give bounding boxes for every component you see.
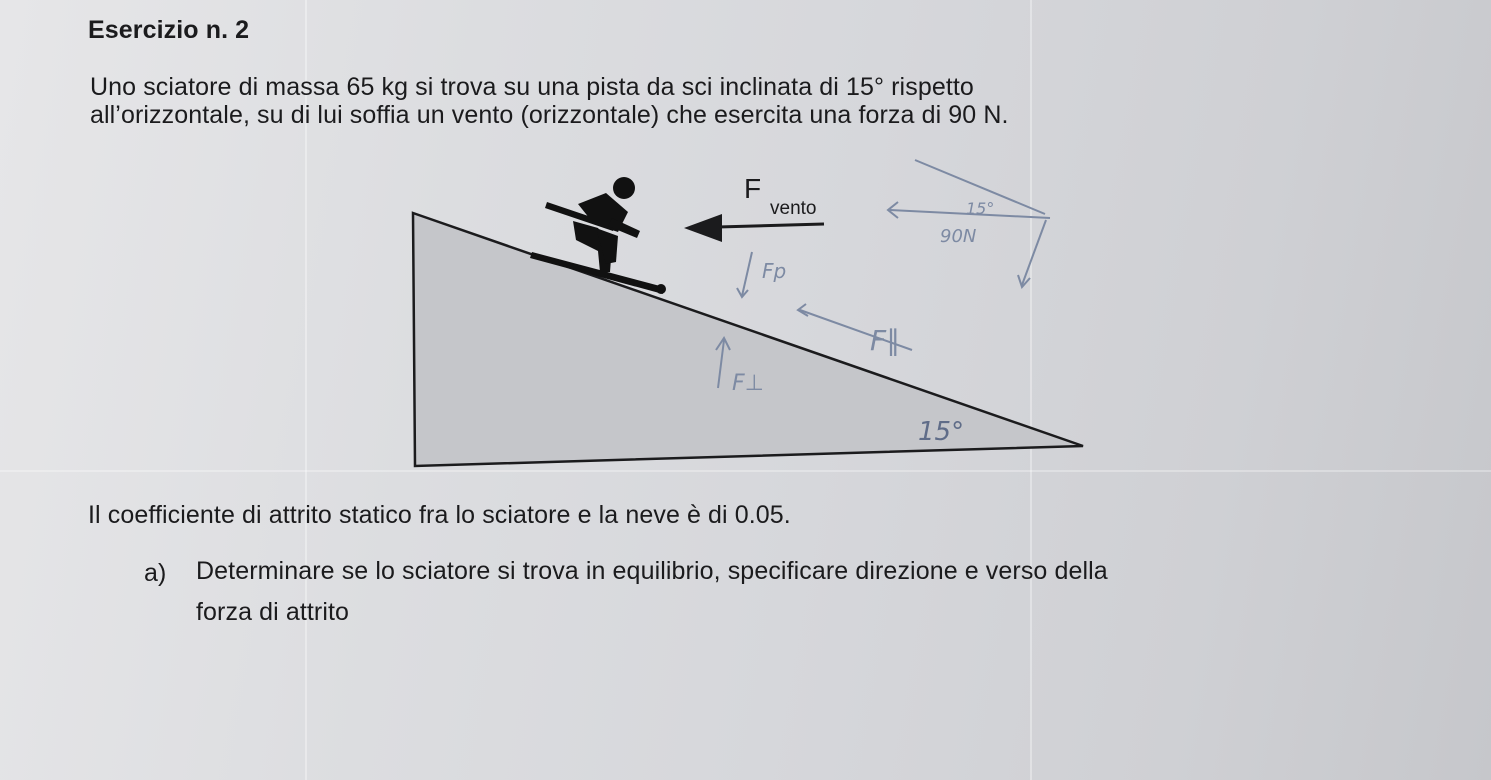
handwritten-normal-label: F⊥ <box>732 371 764 396</box>
ski-slope-triangle <box>413 213 1083 466</box>
question-a-line-1: Determinare se lo sciatore si trova in equilibrio, specificare direzione e verso della <box>196 557 1108 585</box>
statement-line-2: all’orizzontale, su di lui soffia un vento (orizzontale) che esercita una forza di 90 N. <box>90 101 1009 129</box>
statement-line-1: Uno sciatore di massa 65 kg si trova su una pista da sci inclinata di 15° rispetto <box>90 73 974 101</box>
wind-force-subscript: vento <box>770 198 817 219</box>
friction-coefficient-line: Il coefficiente di attrito statico fra lo sciatore e la neve è di 0.05. <box>88 501 791 529</box>
handwritten-weight-label: Fp <box>762 259 787 283</box>
wind-force-symbol: F <box>744 173 762 204</box>
question-a-label: a) <box>144 559 167 587</box>
exercise-title: Esercizio n. 2 <box>88 16 250 44</box>
handwritten-parallel-label: F∥ <box>870 324 901 357</box>
question-a-line-2: forza di attrito <box>196 598 350 626</box>
slope-angle-label: 15° <box>918 417 965 447</box>
handwritten-wind-angle: 15° <box>966 199 995 218</box>
handwritten-wind-value: 90N <box>940 226 977 247</box>
